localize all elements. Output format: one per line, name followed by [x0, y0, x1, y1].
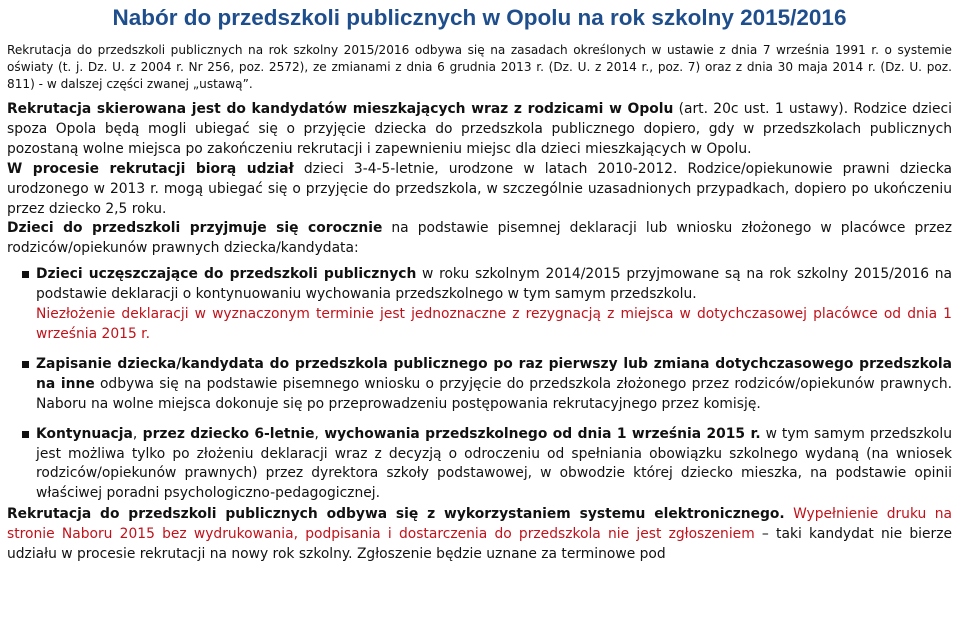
paragraph-residency: [7, 100, 952, 160]
page-title: Nabór do przedszkoli publicznych w Opolu na rok szkolny 2015/2016: [112, 5, 847, 30]
square-bullet-icon: [22, 361, 29, 368]
list-item: [22, 355, 952, 415]
item-warning: Niezłożenie deklaracji w wyznaczonym terminie jest jednoznaczne z rezygnacją z miejsca w dotychczasowej placówce od dnia 1 września 2015 r.: [36, 306, 952, 342]
square-bullet-icon: [22, 431, 29, 438]
item-bold-date: wychowania przedszkolnego od dnia 1 września 2015 r.: [318, 425, 761, 442]
electronic-warning: Wypełnienie druku na stronie Naboru 2015 bez wydrukowania, podpisania i dostarczenia do przedszkola nie jest zgłoszeniem: [7, 506, 952, 543]
item-bold: Zapisanie dziecka/kandydata do przedszkola publicznego po raz pierwszy lub zmiana dotychczasowego przedszkola na inne: [36, 355, 952, 392]
item-separator: ,: [132, 425, 138, 442]
item-text: w tym samym przedszkolu jest możliwa tylko po złożeniu deklaracji wraz z decyzją o odroczeniu od spełniania obowiązku szkolnego wydaną (na wniosek rodziców/opiekunów prawnych) przez dyrektora szkoły podstawowej, w obwodzie której dziecko mieszka, na podstawie opinii właściwej poradni psychologiczno-pedagogicznej.: [36, 425, 952, 502]
electronic-bold: Rekrutacja do przedszkoli publicznych odbywa się z wykorzystaniem systemu elektronicznego.: [7, 506, 785, 523]
intro-paragraph: Rekrutacja do przedszkoli publicznych na rok szkolny 2015/2016 odbywa się na zasadach określonych w ustawie z dnia 7 września 1991 r. o systemie oświaty (t. j. Dz. U. z 2004 r. Nr 256, poz. 2572), ze zmianami z dnia 6 grudnia 2013 r. (Dz. U. z 2014 r., poz. 7) oraz z dnia 30 maja 2014 r. (Dz. U. poz. 811) - w dalszej części zwanej „ustawą”.: [7, 43, 952, 91]
paragraph-electronic: [7, 505, 952, 565]
list-item: [22, 265, 952, 345]
item-separator: ,: [314, 425, 319, 442]
admission-list: [7, 265, 952, 504]
square-bullet-icon: [22, 271, 29, 278]
item-text: w roku szkolnym 2014/2015 przyjmowane są na rok szkolny 2015/2016 na podstawie deklaracji o kontynuowaniu wychowania przedszkolnego w tym samym przedszkolu.: [36, 266, 952, 303]
item-bold-continuation: Kontynuacja: [36, 425, 133, 442]
admission-rest: na podstawie pisemnej deklaracji lub wniosku złożonego w placówce przez rodziców/opiekunów prawnych dziecka/kandydata:: [7, 220, 953, 257]
eligibility-bold: W procesie rekrutacji biorą udział: [7, 160, 294, 177]
residency-rest: Rodzice dzieci spoza Opola będą mogli ubiegać się o przyjęcie dziecka do przedszkola publicznego dopiero, gdy w przedszkolach publicznych pozostaną wolne miejsca po zakończeniu rekrutacji i zapewnieniu miejsc dla dzieci mieszkających w Opolu.: [7, 101, 952, 157]
item-text: odbywa się na podstawie pisemnego wniosku o przyjęcie do przedszkola złożonego przez rodziców/opiekunów prawnych. Naboru na wolne miejsca dokonuje się po przeprowadzeniu postępowania rekrutacyjnego przez komisję.: [36, 375, 952, 412]
residency-ref: (art. 20c ust. 1 ustawy).: [673, 101, 849, 117]
paragraph-admission: [7, 219, 952, 259]
paragraph-eligibility: [7, 160, 952, 220]
residency-bold: Rekrutacja skierowana jest do kandydatów mieszkających wraz z rodzicami w Opolu: [7, 101, 674, 117]
item-bold: Dzieci uczęszczające do przedszkoli publicznych: [36, 266, 417, 283]
eligibility-rest: dzieci 3-4-5-letnie, urodzone w latach 2010-2012. Rodzice/opiekunowie prawni dziecka urodzonego w 2013 r. mogą ubiegać się o przyjęcie do przedszkola, w szczególnie uzasadnionych przypadkach, dopiero po ukończeniu przez dziecko 2,5 roku.: [7, 160, 952, 217]
electronic-rest: – taki kandydat nie bierze udziału w procesie rekrutacji na nowy rok szkolny. Zgłoszenie będzie uznane za terminowe pod: [7, 526, 952, 563]
list-item: [22, 425, 952, 505]
item-bold-age: przez dziecko 6-letnie: [137, 425, 315, 442]
admission-bold: Dzieci do przedszkoli przyjmuje się corocznie: [7, 220, 383, 237]
